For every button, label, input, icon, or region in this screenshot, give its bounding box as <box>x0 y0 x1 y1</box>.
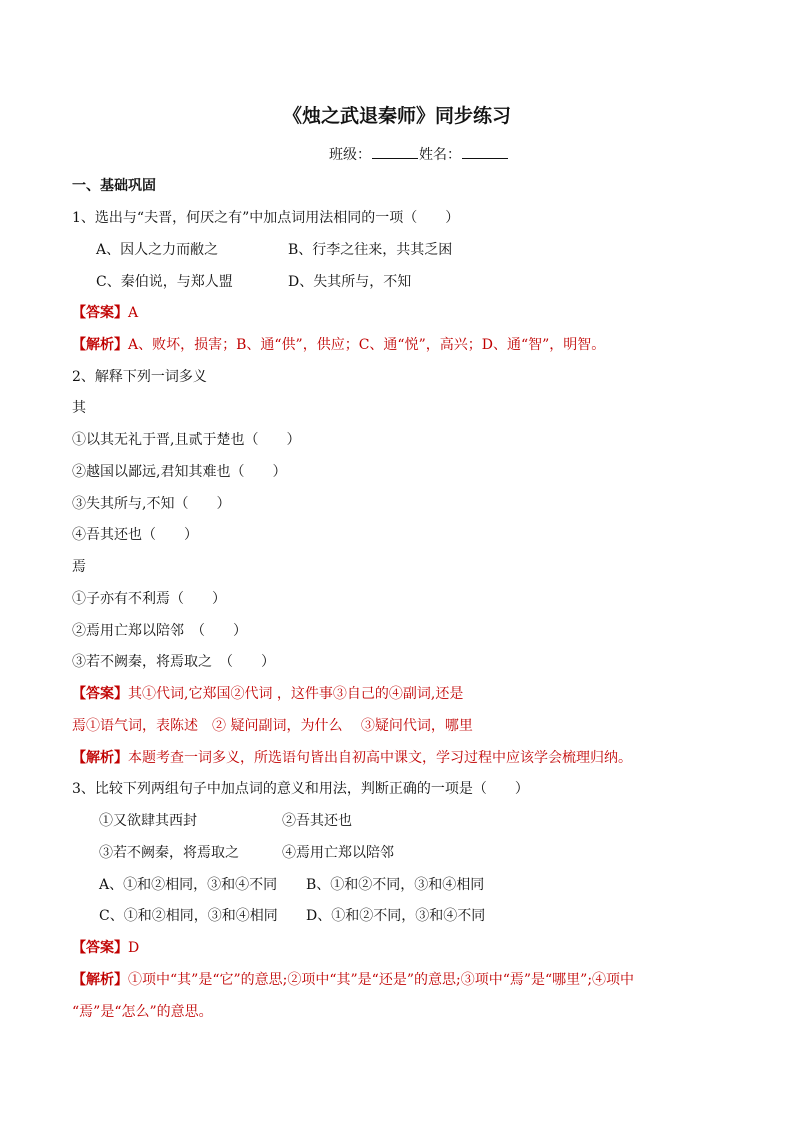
q2-qi-1: ①以其无礼于晋,且贰于楚也（ ） <box>72 432 301 448</box>
analysis-tag: 【解析】 <box>72 972 128 988</box>
q1-option-c: C、秦伯说，与郑人盟 <box>96 274 233 290</box>
q3-sentence-1: ①又欲肆其西封 <box>99 813 197 829</box>
q2-yan-3: ③若不阙秦，将焉取之 （ ） <box>72 654 275 670</box>
q3-sentence-3: ③若不阙秦，将焉取之 <box>99 845 239 861</box>
q1-answer <box>72 304 138 322</box>
analysis-tag: 【解析】 <box>72 337 128 353</box>
q2-analysis <box>72 749 632 767</box>
analysis-text: 本题考查一词多义，所选语句皆出自初高中课文，学习过程中应该学会梳理归纳。 <box>128 750 632 766</box>
q3-sentence-2: ②吾其还也 <box>282 813 352 829</box>
q2-answer-line2: 焉①语气词，表陈述 ② 疑问副词，为什么 ③疑问代词，哪里 <box>72 718 473 734</box>
class-label: 班级： <box>329 147 371 163</box>
q2-answer <box>72 685 463 703</box>
q1-option-b: B、行李之往来，共其乏困 <box>288 242 453 258</box>
class-name-line <box>329 145 509 164</box>
q2-qi-2: ②越国以鄙远,君知其难也（ ） <box>72 464 287 480</box>
answer-text: A <box>128 305 139 321</box>
answer-text: 其①代词,它郑国②代词 ，这件事③自己的④副词,还是 <box>128 686 464 702</box>
q3-sentence-4: ④焉用亡郑以陪邻 <box>282 845 394 861</box>
q2-stem: 2、解释下列一词多义 <box>72 369 207 385</box>
name-label: 姓名： <box>419 147 461 163</box>
q2-word-qi: 其 <box>72 400 86 416</box>
class-blank <box>372 145 418 159</box>
answer-tag: 【答案】 <box>72 940 128 956</box>
analysis-tag: 【解析】 <box>72 750 128 766</box>
analysis-text: A、败坏，损害；B、通“供”，供应；C、通“悦”，高兴；D、通“智”，明智。 <box>128 337 606 353</box>
q1-stem: 1、选出与“夫晋，何厌之有”中加点词用法相同的一项（ ） <box>72 210 460 226</box>
q2-yan-2: ②焉用亡郑以陪邻 （ ） <box>72 623 247 639</box>
answer-tag: 【答案】 <box>72 686 128 702</box>
q1-option-d: D、失其所与，不知 <box>288 274 412 290</box>
name-blank <box>462 145 508 159</box>
q3-analysis <box>72 971 634 989</box>
q2-yan-1: ①子亦有不利焉（ ） <box>72 591 226 607</box>
q1-analysis <box>72 336 605 354</box>
q3-stem: 3、比较下列两组句子中加点词的意义和用法，判断正确的一项是（ ） <box>72 781 529 797</box>
q3-option-c: C、①和②相同，③和④相同 <box>99 908 278 924</box>
q3-analysis-line2: “焉”是“怎么”的意思。 <box>72 1004 213 1020</box>
q2-qi-4: ④吾其还也（ ） <box>72 527 198 543</box>
page-title: 《烛之武退秦师》同步练习 <box>282 105 511 127</box>
answer-text: D <box>128 940 140 956</box>
section-heading: 一、基础巩固 <box>72 178 156 194</box>
q3-option-b: B、①和②不同，③和④相同 <box>306 877 485 893</box>
q2-word-yan: 焉 <box>72 559 86 575</box>
answer-tag: 【答案】 <box>72 305 128 321</box>
q3-answer <box>72 939 139 957</box>
q3-option-d: D、①和②不同，③和④不同 <box>306 908 486 924</box>
analysis-text: ①项中“其”是“它”的意思;②项中“其”是“还是”的意思;③项中“焉”是“哪里”;④项中 <box>128 972 635 988</box>
q1-option-a: A、因人之力而敝之 <box>96 242 219 258</box>
q3-option-a: A、①和②相同，③和④不同 <box>99 877 278 893</box>
q2-qi-3: ③失其所与,不知（ ） <box>72 496 231 512</box>
